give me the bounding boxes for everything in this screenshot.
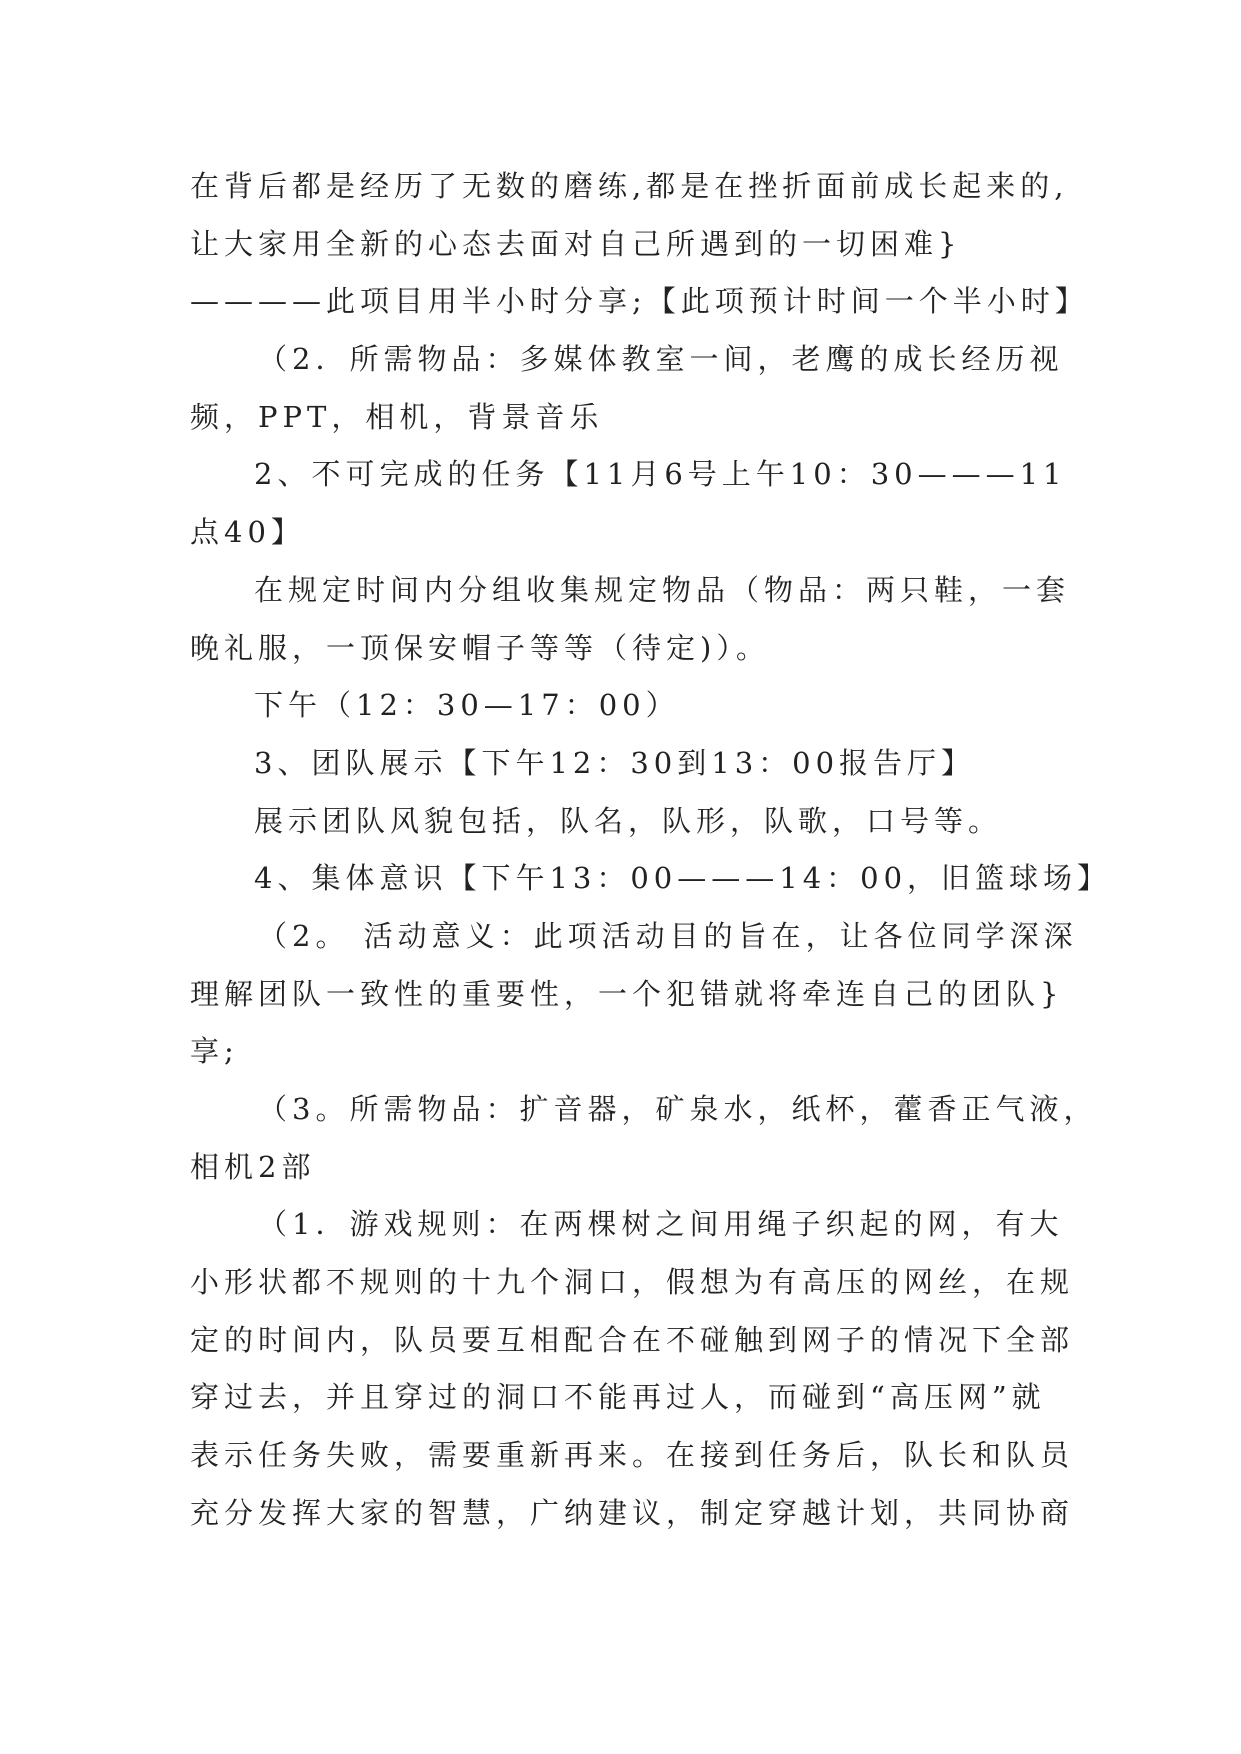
section-heading: 4、集体意识【下午13：00———14：00，旧篮球场】 <box>254 861 1112 896</box>
section-heading: 2、不可完成的任务【11月6号上午10：30———11 <box>254 457 1067 492</box>
text-line: 小形状都不规则的十九个洞口，假想为有高压的网丝，在规 <box>190 1265 1075 1300</box>
text-line: ————此项目用半小时分享;【此项预计时间一个半小时】 <box>190 284 1089 319</box>
section-heading: 3、团队展示【下午12：30到13：00报告厅】 <box>254 745 976 780</box>
text-line: 理解团队一致性的重要性，一个犯错就将牵连自己的团队} <box>190 976 1064 1011</box>
text-line: 点40】 <box>190 515 305 550</box>
document-body <box>190 158 1112 1543</box>
text-line: 穿过去，并且穿过的洞口不能再过人，而碰到“高压网”就 <box>190 1380 1046 1415</box>
text-line: （2．所需物品：多媒体教室一间，老鹰的成长经历视 <box>258 342 1064 377</box>
text-line: 在背后都是经历了无数的磨练,都是在挫折面前成长起来的, <box>190 169 1069 203</box>
text-line: 表示任务失败，需要重新再来。在接到任务后，队长和队员 <box>190 1438 1075 1473</box>
text-line: （3。所需物品：扩音器，矿泉水，纸杯，藿香正气液， <box>258 1092 1098 1126</box>
text-line: 频，PPT，相机，背景音乐 <box>190 399 604 434</box>
text-line: 晚礼服，一顶保安帽子等等（待定)）。 <box>190 630 770 665</box>
text-line: 让大家用全新的心态去面对自己所遇到的一切困难} <box>190 226 962 261</box>
text-line: 相机2部 <box>190 1149 316 1184</box>
text-line: 下午（12：30—17：00） <box>254 688 680 723</box>
text-line: 在规定时间内分组收集规定物品（物品：两只鞋，一套 <box>254 572 1071 607</box>
text-line: 展示团队风貌包括，队名，队形，队歌，口号等。 <box>254 803 1003 838</box>
text-line: （2。 活动意义：此项活动目的旨在，让各位同学深深 <box>258 918 1078 953</box>
text-line: 充分发挥大家的智慧，广纳建议，制定穿越计划，共同协商 <box>190 1495 1075 1530</box>
text-line: （1．游戏规则：在两棵树之间用绳子织起的网，有大 <box>258 1207 1064 1242</box>
text-line: 定的时间内，队员要互相配合在不碰触到网子的情况下全部 <box>190 1322 1075 1357</box>
text-line: 享; <box>190 1034 239 1069</box>
